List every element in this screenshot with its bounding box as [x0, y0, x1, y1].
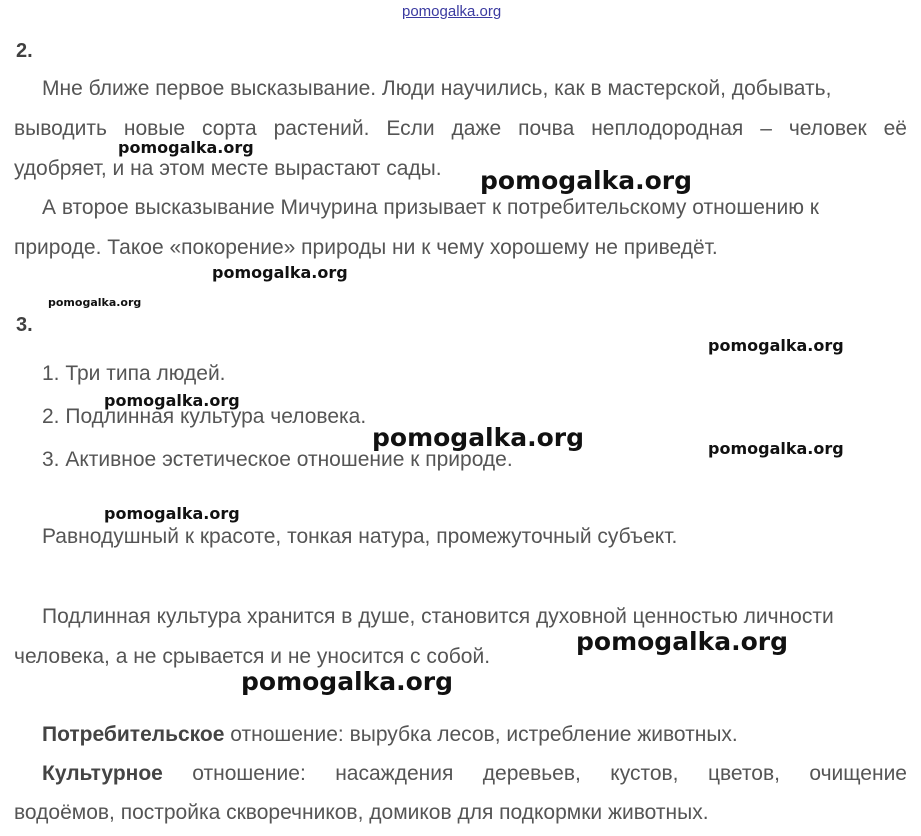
watermark: pomogalka.org [104, 391, 240, 410]
list-item: 3. Активное эстетическое отношение к природе. [42, 448, 513, 471]
paragraph-line: выводить новые сорта растений. Если даже почва неплодородная – человек её [14, 117, 907, 140]
consumer-line [42, 723, 738, 747]
cultural-line [42, 762, 907, 786]
paragraph-line: удобряет, и на этом месте вырастают сады. [14, 157, 442, 180]
list-item: 2. Подлинная культура человека. [42, 405, 367, 428]
cultural-desc: отношение: насаждения деревьев, кустов, цветов, очищение [162, 762, 907, 785]
watermark: pomogalka.org [104, 504, 240, 523]
watermark: pomogalka.org [241, 667, 454, 696]
paragraph-line: Подлинная культура хранится в душе, становится духовной ценностью личности [42, 605, 834, 628]
paragraph-line: Равнодушный к красоте, тонкая натура, промежуточный субъект. [42, 525, 678, 548]
paragraph-line: А второе высказывание Мичурина призывает к потребительскому отношению к [42, 196, 819, 219]
consumer-desc: отношение: вырубка лесов, истребление животных. [224, 723, 738, 746]
watermark: pomogalka.org [118, 138, 254, 157]
paragraph-line: человека, а не срывается и не уносится с собой. [14, 645, 491, 668]
watermark: pomogalka.org [708, 336, 844, 355]
cultural-term: Культурное [42, 762, 163, 785]
paragraph-line: Мне ближе первое высказывание. Люди научились, как в мастерской, добывать, [42, 77, 832, 100]
list-item: 1. Три типа людей. [42, 362, 226, 385]
watermark: pomogalka.org [708, 439, 844, 458]
watermark: pomogalka.org [48, 296, 142, 309]
paragraph-line: водоёмов, постройка скворечников, домиков для подкормки животных. [14, 801, 709, 824]
section-number-3: 3. [16, 314, 33, 336]
watermark: pomogalka.org [372, 423, 585, 452]
section-number-2: 2. [16, 40, 33, 62]
paragraph-line: природе. Такое «покорение» природы ни к чему хорошему не приведёт. [14, 236, 718, 259]
watermark: pomogalka.org [576, 627, 789, 656]
watermark-top: pomogalka.org [402, 3, 502, 20]
watermark: pomogalka.org [212, 263, 348, 282]
consumer-term: Потребительское [42, 723, 225, 746]
watermark: pomogalka.org [480, 166, 693, 195]
